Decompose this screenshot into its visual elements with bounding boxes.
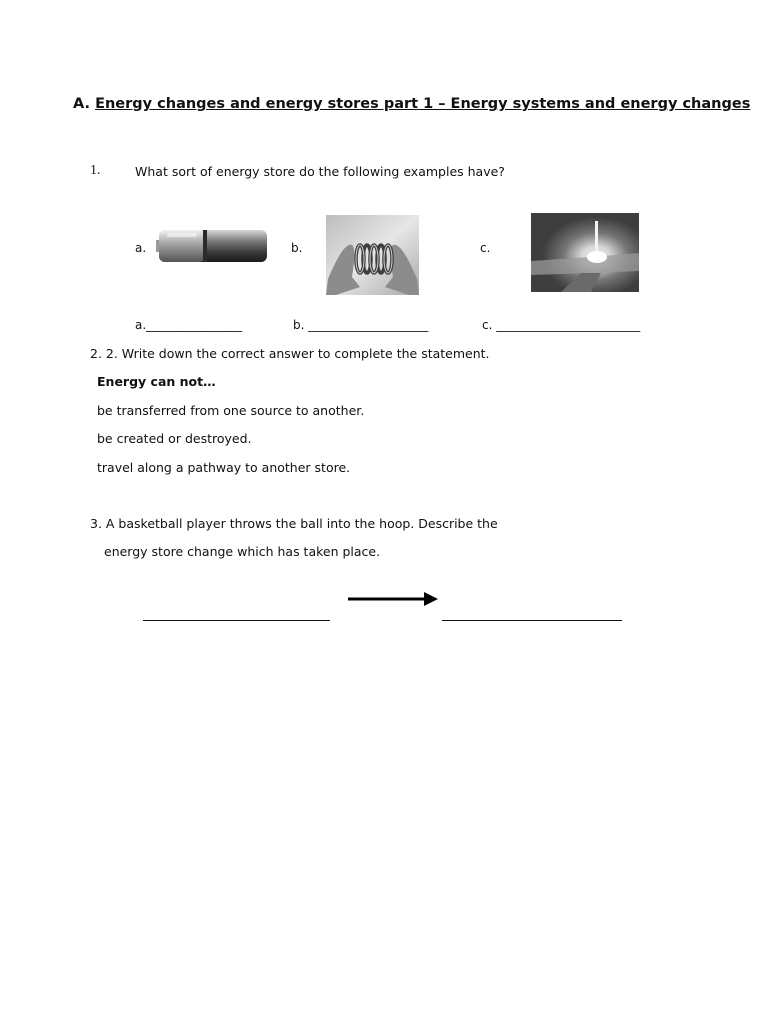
energy-store-after-blank[interactable] xyxy=(442,620,622,621)
title-text: Energy changes and energy stores part 1 – Energy systems and energy changes xyxy=(95,96,751,112)
energy-store-before-blank[interactable] xyxy=(143,620,330,621)
question-2-heading: 2. 2. Write down the correct answer to complete the statement. xyxy=(90,346,490,361)
answer-line-c[interactable]: c. ________________________ xyxy=(482,318,641,332)
question-2-option-2[interactable]: be created or destroyed. xyxy=(97,431,252,446)
right-arrow-icon xyxy=(348,590,440,612)
answer-line-b[interactable]: b. ____________________ xyxy=(293,318,429,332)
image-label-a: a. xyxy=(135,241,147,255)
question-3-line-2: energy store change which has taken place. xyxy=(104,544,381,559)
image-label-c: c. xyxy=(480,241,491,255)
battery-image xyxy=(155,229,268,263)
image-label-b: b. xyxy=(291,241,303,255)
question-1-text: What sort of energy store do the following examples have? xyxy=(135,164,505,179)
title-prefix: A. xyxy=(73,96,90,112)
spring-image xyxy=(326,215,419,295)
answer-line-a[interactable]: a.________________ xyxy=(135,318,243,332)
flame-image xyxy=(531,213,639,292)
question-1-number: 1. xyxy=(90,163,101,178)
question-2-stem: Energy can not… xyxy=(97,374,216,389)
worksheet-title xyxy=(73,96,750,112)
question-2-option-3[interactable]: travel along a pathway to another store. xyxy=(97,460,351,475)
question-2-option-1[interactable]: be transferred from one source to another. xyxy=(97,403,365,418)
question-3-line-1: 3. A basketball player throws the ball into the hoop. Describe the xyxy=(90,516,498,531)
